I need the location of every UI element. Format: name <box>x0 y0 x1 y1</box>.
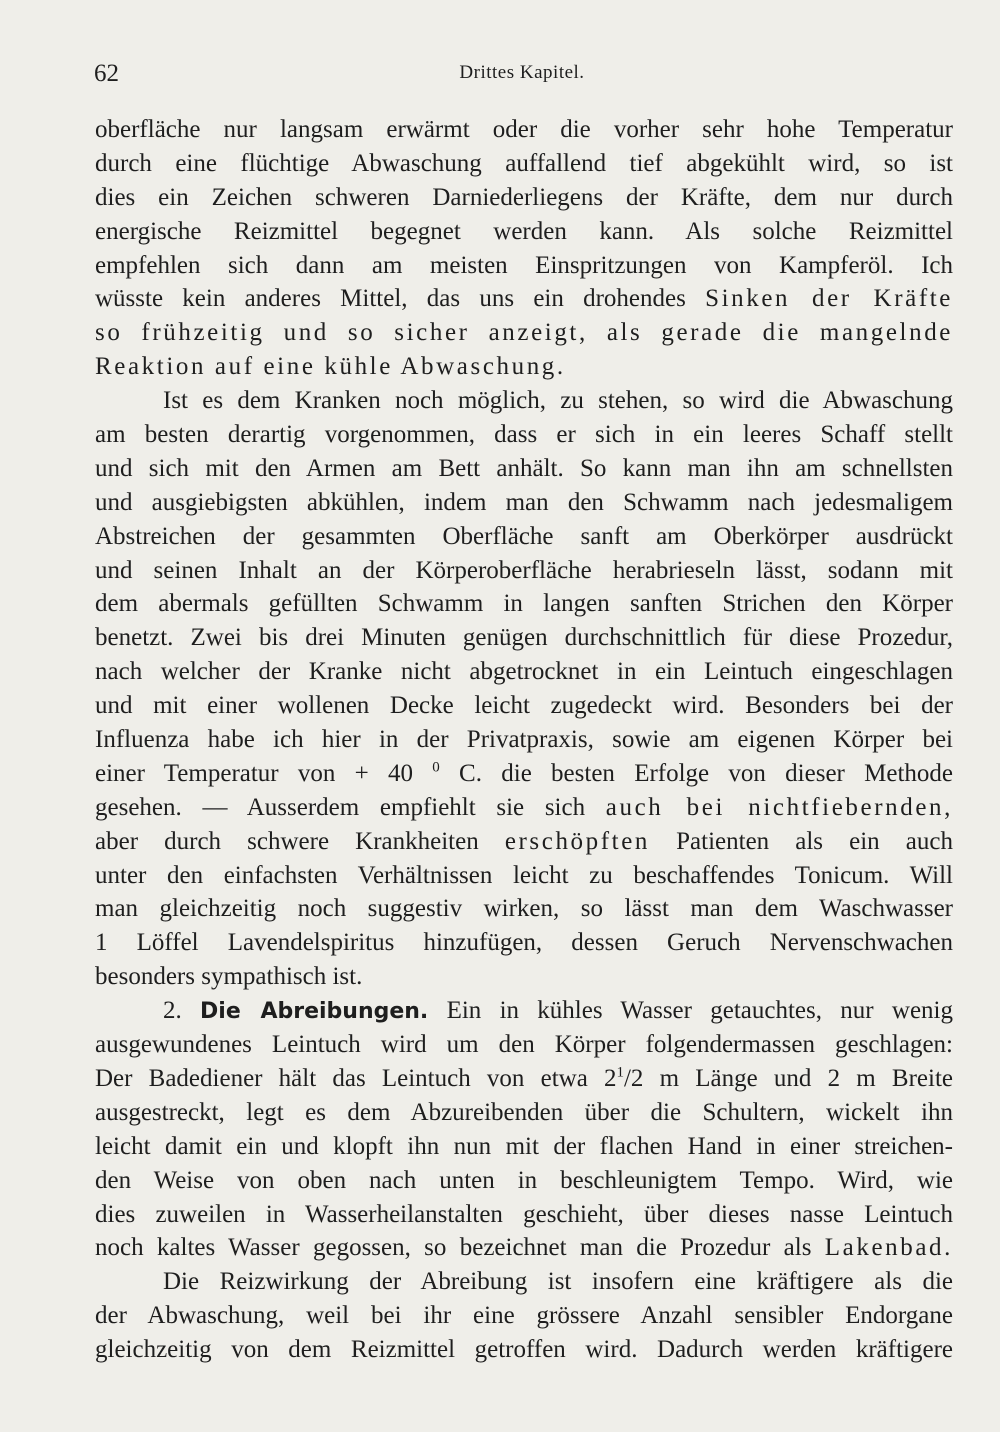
text-segment: Patienten als ein auch <box>650 827 953 855</box>
text-line <box>95 147 953 181</box>
text-segment: den Weise von oben nach unten in beschleunigtem Tempo. Wird, wie <box>95 1166 953 1194</box>
emphasized-text: Sinken der Kräfte <box>705 285 953 313</box>
text-segment: gesehen. — Ausserdem empfiehlt sie sich <box>95 793 606 821</box>
text-line <box>95 994 953 1028</box>
text-line <box>95 587 953 621</box>
text-line <box>95 181 953 215</box>
text-line <box>95 892 953 926</box>
text-segment: oberfläche nur langsam erwärmt oder die vorher sehr hohe Temperatur <box>95 116 953 143</box>
text-line <box>95 113 953 147</box>
text-segment: dem abermals gefüllten Schwamm in langen sanften Strichen den Körper <box>95 590 953 618</box>
text-segment: 2. <box>163 997 201 1025</box>
running-title: Drittes Kapitel. <box>459 62 585 83</box>
text-segment: nach welcher der Kranke nicht abgetrocknet in ein Leintuch eingeschlagen <box>95 658 953 686</box>
text-segment: Influenza habe ich hier in der Privatpraxis, sowie am eigenen Körper bei <box>95 726 953 754</box>
text-segment: man gleichzeitig noch suggestiv wirken, so lässt man dem Waschwasser <box>95 895 953 923</box>
page-number: 62 <box>94 60 119 87</box>
text-line <box>95 282 953 316</box>
emphasized-text: erschöpften <box>504 827 651 855</box>
text-line <box>95 1231 953 1265</box>
text-segment: leicht damit ein und klopft ihn nun mit der flachen Hand in einer streichen- <box>95 1132 953 1160</box>
text-segment: besonders sympathisch ist. <box>95 963 363 991</box>
text-segment: und ausgiebigsten abkühlen, indem man den Schwamm nach jedesmaligem <box>95 488 953 516</box>
text-line <box>95 757 953 791</box>
text-line <box>95 486 953 520</box>
text-segment: einer Temperatur von + 40 <box>95 759 433 787</box>
text-segment: ausgewundenes Leintuch wird um den Körper folgendermassen geschlagen: <box>95 1031 953 1059</box>
text-segment: noch kaltes Wasser gegossen, so bezeichnet man die Prozedur als <box>95 1234 825 1262</box>
text-segment: Abstreichen der gesammten Oberfläche sanft am Oberkörper ausdrückt <box>95 522 953 550</box>
text-line <box>95 1130 953 1164</box>
text-segment: Ist es dem Kranken noch möglich, zu stehen, so wird die Abwaschung <box>163 387 953 415</box>
text-line <box>95 1198 953 1232</box>
text-line <box>95 926 953 960</box>
emphasized-text: Reaktion auf eine kühle Abwaschung. <box>95 353 566 381</box>
emphasized-text: Lakenbad. <box>824 1234 953 1262</box>
body-text <box>95 113 953 1367</box>
text-segment: Der Badediener hält das Leintuch von etwa 2 <box>95 1064 617 1092</box>
page-header <box>94 60 950 92</box>
text-segment: unter den einfachsten Verhältnissen leicht zu beschaffendes Tonicum. Will <box>95 861 953 889</box>
text-line <box>95 689 953 723</box>
text-segment: dies zuweilen in Wasserheilanstalten geschieht, über dieses nasse Leintuch <box>95 1200 953 1228</box>
text-line <box>95 350 953 384</box>
text-segment: Ein in kühles Wasser getauchtes, nur wenig <box>428 997 953 1025</box>
section-heading: Die Abreibungen. <box>200 999 429 1025</box>
text-segment: 1 Löffel Lavendelspiritus hinzufügen, dessen Geruch Nervenschwachen <box>95 929 953 957</box>
text-segment: gleichzeitig von dem Reizmittel getroffen wird. Dadurch werden kräftigere <box>95 1336 953 1364</box>
text-segment: und sich mit den Armen am Bett anhält. So kann man ihn am schnellsten <box>95 454 953 482</box>
text-segment: C. die besten Erfolge von dieser Methode <box>439 759 954 787</box>
text-line <box>95 1299 953 1333</box>
text-segment: benetzt. Zwei bis drei Minuten genügen durchschnittlich für diese Prozedur, <box>95 624 953 652</box>
text-segment: 1 <box>616 1064 624 1081</box>
text-segment: und mit einer wollenen Decke leicht zugedeckt wird. Besonders bei der <box>95 692 953 720</box>
text-line <box>95 791 953 825</box>
text-line <box>95 384 953 418</box>
text-line <box>95 1333 953 1367</box>
text-line <box>95 1164 953 1198</box>
text-segment: empfehlen sich dann am meisten Einspritzungen von Kampferöl. Ich <box>95 251 953 279</box>
text-segment: durch eine flüchtige Abwaschung auffallend tief abgekühlt wird, so ist <box>95 149 953 177</box>
text-line <box>95 1265 953 1299</box>
text-line <box>95 825 953 859</box>
text-line <box>95 249 953 283</box>
text-segment: 0 <box>432 759 440 776</box>
text-line <box>95 1062 953 1096</box>
text-segment: und seinen Inhalt an der Körperoberfläche herabrieseln lässt, sodann mit <box>95 556 953 584</box>
text-segment: am besten derartig vorgenommen, dass er sich in ein leeres Schaff stellt <box>95 421 953 449</box>
text-segment: wüsste kein anderes Mittel, das uns ein drohendes <box>95 285 706 313</box>
text-line <box>95 1096 953 1130</box>
text-line <box>95 723 953 757</box>
text-segment: der Abwaschung, weil bei ihr eine grössere Anzahl sensibler Endorgane <box>95 1302 953 1330</box>
text-line <box>95 554 953 588</box>
text-segment: /2 m Länge und 2 m Breite <box>623 1064 953 1092</box>
text-segment: energische Reizmittel begegnet werden kann. Als solche Reizmittel <box>95 217 953 245</box>
text-line <box>95 621 953 655</box>
text-line <box>95 215 953 249</box>
text-line <box>95 1028 953 1062</box>
text-line <box>95 859 953 893</box>
text-line <box>95 316 953 350</box>
emphasized-text: so frühzeitig und so sicher anzeigt, als gerade die mangelnde <box>95 319 953 347</box>
text-line <box>95 960 953 994</box>
text-line <box>95 520 953 554</box>
text-line <box>95 452 953 486</box>
text-line <box>95 418 953 452</box>
text-line <box>95 655 953 689</box>
text-segment: dies ein Zeichen schweren Darniederliegens der Kräfte, dem nur durch <box>95 183 953 211</box>
text-segment: Die Reizwirkung der Abreibung ist insofern eine kräftigere als die <box>163 1268 953 1296</box>
text-segment: aber durch schwere Krankheiten <box>95 827 505 855</box>
emphasized-text: auch bei nichtfiebernden, <box>605 793 953 821</box>
text-segment: ausgestreckt, legt es dem Abzureibenden über die Schultern, wickelt ihn <box>95 1098 953 1126</box>
